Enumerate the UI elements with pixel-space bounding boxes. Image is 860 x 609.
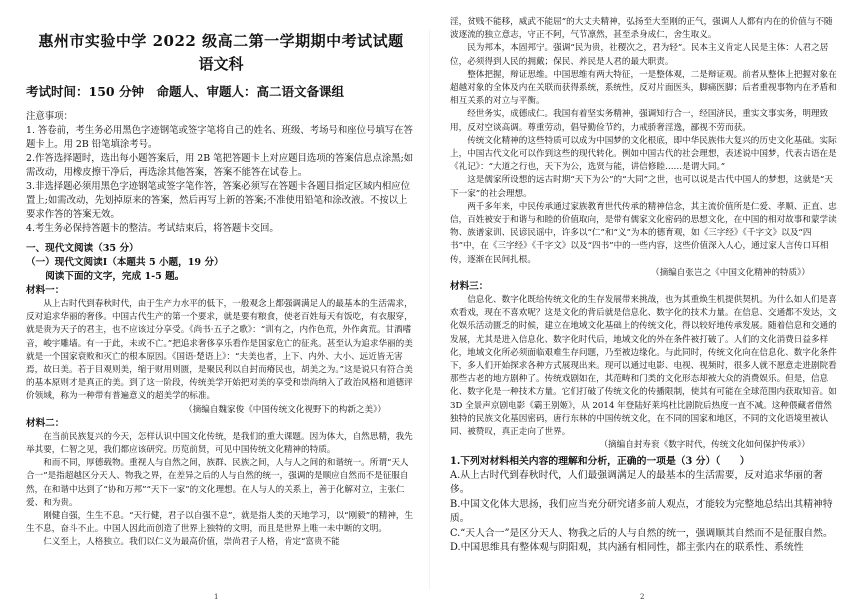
- exam-info: 考试时间：150 分钟 命题人、审题人：高二语文备课组: [26, 84, 344, 99]
- question-1-option-b: B.中国文化体大思扬，我们应当充分研究诸多前人观点，才能较为完整地总结出其精神特质。: [450, 498, 833, 525]
- material-3-label: 材料三：: [450, 281, 489, 293]
- exam-title: 惠州市实验中学 2022 级高二第一学期期中考试试题: [38, 32, 404, 50]
- material-2-paragraph: 仁义至上，人格独立。我们以仁义为最高价值，崇尚君子人格，肯定“富贵不能: [43, 537, 340, 548]
- material-2-paragraph: 民为邦本，本固邦宁。强调“民为贵，社稷次之，君为轻”。民本主义肯定人民是主体：人君之居位，必须得到人民的拥戴；保民、养民是人君的最大职责。: [450, 43, 829, 67]
- material-1-label: 材料一：: [26, 285, 65, 296]
- material-2-paragraph: 整体把握，辩证思维。中国思维有两大特征，一是整体观，二是辩证观。前者从整体上把握对象在超越对象的全体及内在关联而获得系统，系统性，反对片面医头，脚痛医脚；后者重视事物内在矛盾和相互关系的对立与平衡。: [450, 69, 837, 107]
- page-number: 1: [214, 593, 219, 601]
- material-2-source: （摘编自张岂之《中国文化精神的特质》）: [651, 267, 810, 278]
- material-2-paragraph: 和而不同，厚德载物。重视人与自然之间，族群、民族之间，人与人之间的和谐统一。所谓“天人合一”是指超越区分天人、物我之界，在差异之后的人与自然的统一，强调的是顺应自然而不是征服自然，在和谐中达到了“协和万邦”“天下一家”的文化理想。在人与人的关系上，善于化解对立，主张仁爱、和为贵。: [26, 458, 409, 508]
- question-1-option-a: A.从上古时代到春秋时代，人们最强调满足人的最基本的生活需要，反对追求华丽的奢侈。: [450, 469, 823, 496]
- material-2-paragraph: 这是儒家所设想的远古时期“天下为公”的“大同”之世，也可以说是古代中国人的梦想，这就是“天下一家”的社会理想。: [450, 175, 833, 199]
- notice-item: 1. 答卷前，考生务必用黑色字迹钢笔或签字笔将自己的姓名、班级、考场号和座位号填写在答题卡上。用 2B 铅笔填涂考号。: [26, 125, 413, 150]
- page-number: 2: [640, 593, 645, 601]
- material-2-label: 材料二：: [26, 417, 65, 429]
- exam-page-2: [430, 0, 860, 609]
- question-1-option-d: D.中国思维具有整体观与阴阳观，其内涵有相同性，都主张内在的联系性、系统性: [450, 541, 804, 553]
- material-2-paragraph: 淫，贫贱不能移，威武不能屈”的大丈夫精神，弘扬至大至刚的正气，强调人人都有内在的价值与不随波逐流的独立意志，守正不阿，气节凛然，甚至杀身成仁，舍生取义。: [450, 17, 833, 41]
- question-1-option-c: C.“天人合一”是区分天人、物我之后的人与自然的统一，强调顺其自然而不是征服自然。: [450, 527, 833, 539]
- notice-title: 注意事项：: [26, 111, 73, 122]
- exam-subject: 语文科: [198, 55, 244, 73]
- material-2-paragraph: 经世务实，成德成仁。我国有着坚实务精神，强调知行合一，经国济民，重实文事实务，明理致用，反对空谈高调。尊重劳动，倡导勤俭节约，力戒骄奢淫逸，鄙视不劳而获。: [450, 109, 829, 133]
- material-2-paragraph: 在当前民族复兴的今天，怎样认识中国文化传统，是我们的重大课题。因为体大，自然思精，我先举其要，仁智之见，我们都应该研究。历览前贤，可见中国传统文化精神的特质。: [26, 431, 413, 456]
- material-3-source: （摘编自封寿衮《数字时代，传统文化如何保护传承》）: [599, 440, 810, 451]
- section-heading: 一、现代文阅读（35 分）: [26, 243, 139, 254]
- reading-instruction: 阅读下面的文字，完成 1-5 题。: [45, 271, 185, 282]
- question-1-stem: 1.下列对材料相关内容的理解和分析，正确的一项是（3 分）（ ）: [450, 455, 750, 467]
- notice-item: 2.作答选择题时，选出每小题答案后，用 2B 笔把答题卡上对应题目选项的答案信息点涂黑;如需改动，用橡皮擦干净后，再选涂其他答案，答案不能答在试卷上。: [26, 153, 414, 178]
- material-1-source: （摘编自魏家俊《中国传统文化视野下的构新之美》）: [184, 404, 386, 415]
- material-1-paragraph: 从上古时代到春秋时代，由于生产力水平的低下，一般观念上都强调满足人的最基本的生活需求，反对追求华丽的奢侈。中国古代生产的第一个要求，就是要有粮食，使老百姓每天有饭吃，有衣服穿，就是贵为天子的君主，也不应该过分享受。《尚书·五子之歌》：“训有之，内作色荒，外作禽荒。甘酒嗜音，峻宇雕墙。有一于此，未或不亡。”把追求奢侈享乐看作是国家危亡的征兆。甚至认为追求华丽的美就是一个国家衰败和灭亡的根本原因。《国语·楚语上》：“夫美也者，上下、内外、大小、远近皆无害焉，故曰美。若于目观则美，缩于财用则匮，是聚民利以自封而瘠民也，胡美之为。”这是说只有符合美的基本原则才是真正的美。到了这一阶段，传统美学开始把对美的享受和崇尚纳入了政治风格和道德评价领域，称为一种带有普遍意义的超美学的标准。: [26, 299, 413, 402]
- material-3-paragraph: 信息化、数字化既给传统文化的生存发展带来挑战，也为其重焕生机提供契机。为什么如人们是喜欢看戏，现在不喜欢呢？这是文化的背后就是信息化、数字化的技术力量。在信息、交通都不发达，文化娱乐活动匮乏的时候，建立在地域文化基础上的传统文化，得以较好地传承发展。随着信息和交通的发展，尤其是进入信息化、数字化时代后，地域文化的外在条件被打破了。人们的文化消费日益多样化，地域文化所必须面临艰难生存问题，乃至被边缘化。与此同时，传统文化向在信息化、数字化条件下，多人们开始探求各种方式展现出来。现可以通过电影、电视、视频时，很多人就不愿意走进剧院看那些古老的地方剧种了。传统戏剧如在，其范畴和门类的文化形态却被大众的消费娱乐。但是，信息化、数字化是一种技术方量。它们打破了传统文化的传播限制，使其有可能在全球范围内获取知音。如 3D 全景声京剧电影《霸王别姬》，从 2014 年登陆好莱坞杜比剧院后热度一直不减。这种偎藏者借然独特的民族文化基因密码，唐行东林的中国传统文化，在不同的国家和地区，不同的文化语境里被认同、被赞叹，真正走向了世界。: [450, 295, 837, 438]
- notice-item: 4.考生务必保持答题卡的整洁。考试结束后，将答题卡交回。: [26, 223, 279, 234]
- material-2-paragraph: 传统文化精神的这些特质可以成为中国梦的文化根底，即中华民族伟大复兴的历史文化基础。实际上，中国古代文化可以作到这些的现代转化。例如中国古代的社会理想，表述说中国梦，代表古语在是《礼记》：“大道之行也，天下为公，选贤与能，讲信修睦……是谓大同。”: [450, 135, 837, 173]
- subsection-heading: （一）现代文阅读Ⅰ（本题共 5 小题，19 分）: [26, 257, 224, 268]
- notice-item: 3.非选择题必须用黑色字迹钢笔或签字笔作答，答案必须写在答题卡各题目指定区域内相应位置上;如需改动，先划掉原来的答案，然后再写上新的答案;不准使用铅笔和涂改液。不按以上要求作答的答案无效。: [26, 181, 410, 220]
- material-2-paragraph: 两千多年来，中民传承通过家族教育世代传承的精神信念，其主流价值所是仁爱、孝顺、正直、忠信，百姓被安于和谐与和睦的价值取向，是带有儒家文化密码的思想文化，在中国的相对故事和蒙学读物、族谱家训、民谚民谣中，许多以“仁”和“义”为本的德育观，如《三字经》《千字文》以及“四书”中，在《三字经》《千字文》以及“四书”中的一些内容，这些价值深入人心，通过家人言传口耳相传，逐渐在民间扎根。: [450, 201, 837, 265]
- material-2-paragraph: 刚健自强，生生不息。“天行健，君子以自强不息”，就是指人类的天地学习，以“刚毅”的精神，生生不息，奋斗不止。中国人因此而创造了世界上独特的文明，而且是世界上唯一未中断的文明。: [26, 511, 414, 535]
